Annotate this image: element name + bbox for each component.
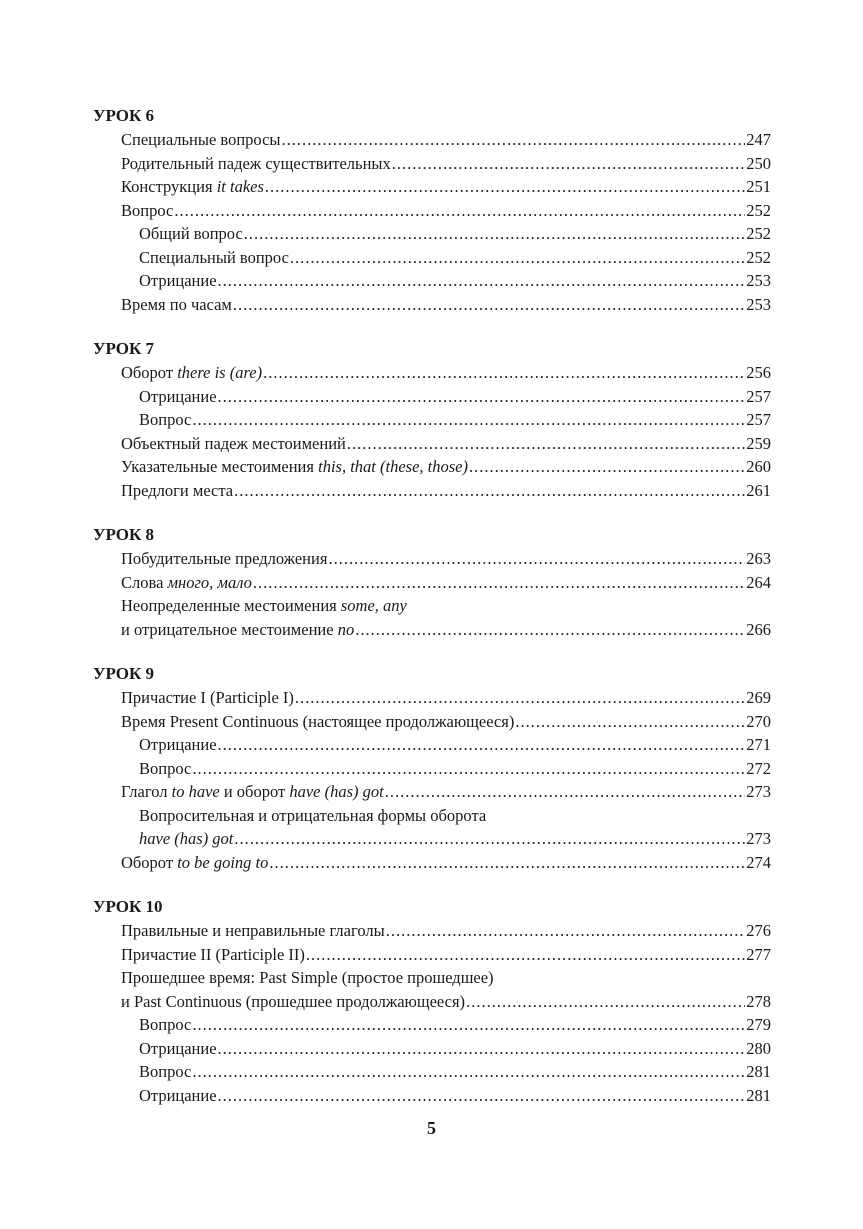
- toc-entry-title-part: Отрицание: [139, 1038, 217, 1058]
- toc-entry-title: [139, 804, 486, 828]
- dot-leader: [192, 1060, 745, 1084]
- toc-entry-title-part: Побудительные предложения: [121, 549, 328, 568]
- dot-leader: [469, 455, 745, 479]
- toc-entry-title-part: и отрицательное местоимение: [121, 619, 338, 639]
- toc-page-number: 266: [746, 619, 771, 639]
- lesson-section: [93, 895, 771, 1107]
- toc-entry-title-part: Объектный падеж местоимений: [121, 433, 346, 453]
- toc-entry-title: [121, 455, 468, 479]
- toc-entry-title: [139, 827, 233, 851]
- toc-entry[interactable]: [93, 199, 771, 223]
- toc-entry-title: [139, 246, 289, 270]
- toc-page-number: 252: [746, 200, 771, 220]
- toc-entry-title-part: this, that (these, those): [318, 457, 468, 476]
- lesson-heading: УРОК 7: [93, 339, 155, 358]
- toc-entry-title-part: Родительный падеж существительных: [121, 153, 391, 173]
- toc-entry[interactable]: [93, 571, 771, 595]
- toc-entry-title-part: Вопросительная и отрицательная формы оборота: [139, 805, 487, 825]
- toc-entry-title-part: have (has) got: [289, 782, 384, 801]
- toc-entry[interactable]: [93, 919, 771, 943]
- dot-leader: [290, 246, 745, 270]
- toc-entry-title: [121, 919, 385, 943]
- toc-entry[interactable]: [93, 269, 771, 293]
- lesson-section: [93, 523, 771, 641]
- toc-entry-title: [121, 686, 294, 710]
- toc-page-number: 280: [746, 1038, 771, 1058]
- toc-entry[interactable]: [93, 686, 771, 710]
- toc-entry-title: [121, 966, 494, 990]
- toc-entry[interactable]: [93, 710, 771, 734]
- toc-page-number: 252: [746, 247, 771, 267]
- dot-leader: [386, 919, 746, 943]
- toc-page-number: 277: [746, 944, 771, 964]
- toc-entry[interactable]: [93, 547, 771, 571]
- toc-entry-title: [121, 293, 232, 317]
- toc-entry-title-part: Общий вопрос: [139, 224, 243, 243]
- toc-entry-title-part: to be going to: [177, 852, 269, 872]
- toc-entry-title-part: Указательные местоимения: [121, 457, 319, 476]
- toc-entry-title-part: no: [337, 619, 355, 639]
- toc-entry-title: [139, 733, 217, 757]
- toc-entry[interactable]: [93, 293, 771, 317]
- toc-entry-title: [139, 757, 191, 781]
- toc-page-number: 273: [746, 782, 771, 801]
- toc-page-number: 272: [746, 758, 771, 778]
- toc-entry-title: [121, 594, 407, 618]
- toc-entry-title-part: и Past Continuous (прошедшее продолжающееся): [121, 991, 466, 1011]
- toc-entry-title-part: have (has) got: [139, 829, 234, 848]
- dot-leader: [192, 408, 745, 432]
- toc-entry[interactable]: [93, 780, 771, 804]
- toc-entry[interactable]: [93, 804, 771, 828]
- dot-leader: [192, 1013, 745, 1037]
- toc-entry-title-part: Вопрос: [139, 758, 192, 778]
- toc-entry-title-part: Отрицание: [139, 271, 217, 290]
- toc-entry-title: [121, 199, 173, 223]
- toc-entry-title: [121, 990, 465, 1014]
- dot-leader: [282, 128, 746, 152]
- toc-entry[interactable]: [93, 152, 771, 176]
- toc-entry-title-part: Причастие II (Participle II): [121, 944, 305, 964]
- toc-entry-title: [139, 222, 243, 246]
- toc-entry-title-part: Вопрос: [139, 410, 192, 429]
- dot-leader: [355, 618, 745, 642]
- dot-leader: [269, 851, 745, 875]
- toc-page-number: 273: [746, 829, 771, 848]
- dot-leader: [263, 361, 745, 385]
- toc-page-number: 251: [746, 177, 771, 196]
- toc-entry[interactable]: [93, 733, 771, 757]
- dot-leader: [218, 1037, 746, 1061]
- toc-entry[interactable]: [93, 851, 771, 875]
- toc-page-number: 252: [746, 224, 771, 243]
- toc-entry[interactable]: [93, 479, 771, 503]
- toc-page-number: 257: [746, 386, 771, 406]
- lesson-section: [93, 104, 771, 316]
- toc-entry-title-part: Вопрос: [139, 1062, 192, 1081]
- toc-entry[interactable]: [93, 385, 771, 409]
- toc-entry[interactable]: [93, 455, 771, 479]
- toc-entry[interactable]: [93, 1037, 771, 1061]
- toc-entry-title: [121, 780, 384, 804]
- toc-entry[interactable]: [93, 1084, 771, 1108]
- toc-entry[interactable]: [93, 1013, 771, 1037]
- toc-entry-title: [121, 571, 252, 595]
- dot-leader: [233, 293, 745, 317]
- toc-entry-title-part: Вопрос: [121, 200, 174, 220]
- toc-page-number: 261: [746, 480, 771, 500]
- toc-entry-title-part: Отрицание: [139, 386, 217, 406]
- toc-entry-title-part: Неопределенные местоимения: [121, 596, 341, 615]
- dot-leader: [515, 710, 745, 734]
- toc-entry[interactable]: [93, 618, 771, 642]
- toc-entry[interactable]: [93, 175, 771, 199]
- toc-entry-title: [121, 175, 264, 199]
- lesson-heading: УРОК 8: [93, 525, 155, 544]
- toc-entry-title: [139, 1013, 191, 1037]
- toc-page-number: 274: [746, 852, 771, 872]
- toc-entry[interactable]: [93, 432, 771, 456]
- toc-page-number: 281: [746, 1085, 771, 1105]
- toc-entry-title-part: Правильные и неправильные глаголы: [121, 921, 385, 940]
- toc-entry[interactable]: [93, 128, 771, 152]
- toc-entry[interactable]: [93, 222, 771, 246]
- toc-entry[interactable]: [93, 966, 771, 990]
- toc-page-number: 247: [746, 130, 771, 149]
- toc-entry-title-part: и оборот: [219, 782, 290, 801]
- toc-entry-title-part: Конструкция: [121, 177, 217, 196]
- toc-entry-title-part: много, мало: [167, 572, 252, 592]
- lesson-section: [93, 337, 771, 502]
- dot-leader: [192, 757, 745, 781]
- dot-leader: [347, 432, 745, 456]
- toc-entry[interactable]: [93, 408, 771, 432]
- dot-leader: [174, 199, 745, 223]
- toc-entry[interactable]: [93, 757, 771, 781]
- toc-entry-title-part: Причастие I (Participle I): [121, 688, 294, 707]
- toc-page-number: 250: [746, 153, 771, 173]
- toc-page-number: 278: [746, 991, 771, 1011]
- toc-page-number: 253: [746, 294, 771, 314]
- toc-entry-title: [121, 479, 233, 503]
- toc-entry[interactable]: [93, 990, 771, 1014]
- toc-entry-title: [121, 361, 262, 385]
- toc-page-number: 253: [746, 271, 771, 290]
- toc-page-number: 281: [746, 1062, 771, 1081]
- toc-entry[interactable]: [93, 943, 771, 967]
- toc-entry-title: [121, 618, 354, 642]
- toc-entry-title: [121, 943, 305, 967]
- toc-entry-title-part: there is (are): [177, 363, 263, 382]
- toc-entry-title: [121, 851, 268, 875]
- toc-entry[interactable]: [93, 1060, 771, 1084]
- toc-entry-title-part: Оборот: [121, 852, 178, 872]
- toc-entry-title: [121, 152, 391, 176]
- dot-leader: [265, 175, 745, 199]
- toc-entry-title-part: some, any: [340, 596, 407, 615]
- dot-leader: [218, 733, 746, 757]
- toc-page-number: 256: [746, 363, 771, 382]
- table-of-contents: [93, 104, 771, 1128]
- toc-entry-title: [121, 128, 281, 152]
- toc-entry-title-part: Слова: [121, 572, 168, 592]
- lesson-section: [93, 662, 771, 874]
- toc-entry-title-part: to have: [171, 782, 220, 801]
- toc-entry-title-part: Прошедшее время: Past Simple (простое прошедшее): [121, 968, 494, 987]
- dot-leader: [234, 827, 745, 851]
- toc-entry-title-part: Специальный вопрос: [139, 247, 289, 267]
- toc-entry[interactable]: [93, 827, 771, 851]
- dot-leader: [218, 385, 746, 409]
- toc-entry[interactable]: [93, 361, 771, 385]
- lesson-heading: УРОК 9: [93, 664, 155, 683]
- dot-leader: [328, 547, 745, 571]
- toc-entry-title: [139, 1060, 191, 1084]
- toc-entry-title: [121, 710, 514, 734]
- toc-entry-title-part: Отрицание: [139, 1085, 217, 1105]
- toc-entry-title-part: Время по часам: [121, 294, 232, 314]
- toc-entry[interactable]: [93, 594, 771, 618]
- toc-entry-title-part: Предлоги места: [121, 480, 234, 500]
- page-number: 5: [427, 1118, 436, 1138]
- dot-leader: [392, 152, 746, 176]
- dot-leader: [295, 686, 745, 710]
- toc-page-number: 264: [746, 572, 771, 592]
- toc-entry-title-part: Время Present Continuous (настоящее продолжающееся): [121, 711, 515, 731]
- toc-entry-title: [139, 269, 217, 293]
- toc-entry-title: [121, 547, 327, 571]
- toc-entry-title: [139, 385, 217, 409]
- dot-leader: [466, 990, 745, 1014]
- toc-page-number: 260: [746, 457, 771, 476]
- toc-page-number: 279: [746, 1015, 771, 1034]
- toc-page-number: 257: [746, 410, 771, 429]
- toc-page-number: 259: [746, 433, 771, 453]
- dot-leader: [385, 780, 746, 804]
- lesson-heading: УРОК 6: [93, 106, 155, 125]
- toc-entry-title: [139, 408, 191, 432]
- dot-leader: [306, 943, 745, 967]
- toc-entry[interactable]: [93, 246, 771, 270]
- toc-entry-title-part: Оборот: [121, 363, 178, 382]
- toc-entry-title-part: Вопрос: [139, 1015, 192, 1034]
- toc-entry-title: [139, 1037, 217, 1061]
- toc-entry-title-part: Специальные вопросы: [121, 130, 281, 149]
- toc-page-number: 269: [746, 688, 771, 707]
- toc-entry-title: [139, 1084, 217, 1108]
- dot-leader: [244, 222, 745, 246]
- dot-leader: [218, 269, 746, 293]
- toc-entry-title-part: it takes: [216, 177, 264, 196]
- toc-page-number: 270: [746, 711, 771, 731]
- dot-leader: [234, 479, 745, 503]
- toc-entry-title-part: Отрицание: [139, 735, 217, 754]
- dot-leader: [218, 1084, 746, 1108]
- toc-page-number: 263: [746, 549, 771, 568]
- lesson-heading: УРОК 10: [93, 897, 163, 916]
- toc-page-number: 271: [746, 735, 771, 754]
- toc-entry-title: [121, 432, 346, 456]
- toc-entry-title-part: Глагол: [121, 782, 172, 801]
- dot-leader: [253, 571, 745, 595]
- toc-page-number: 276: [746, 921, 771, 940]
